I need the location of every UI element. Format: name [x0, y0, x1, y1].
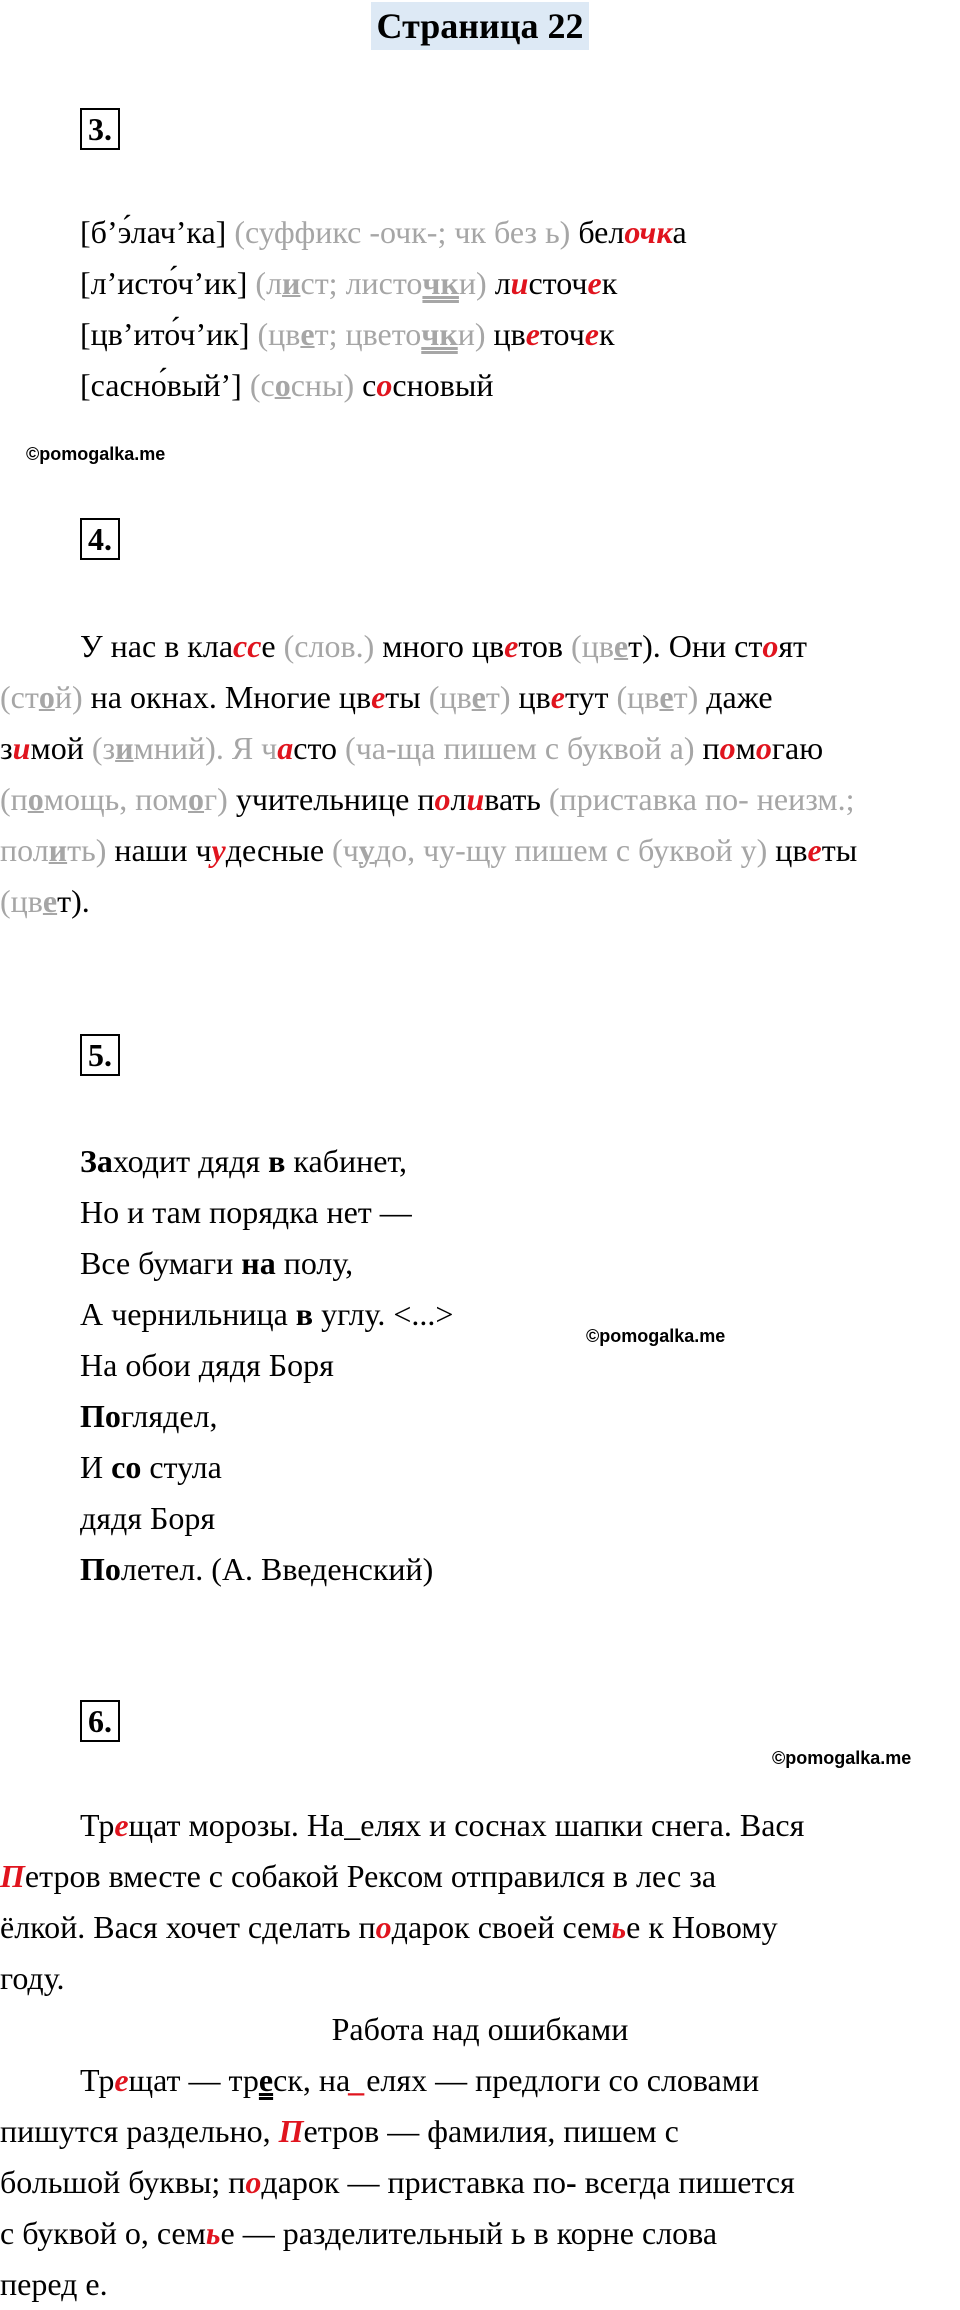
page-title: Страница 22 [371, 2, 590, 50]
task6-fix-line: пишутся раздельно, Петров — фамилия, пишем с [0, 2113, 679, 2149]
poem-line: Полетел. (А. Введенский) [80, 1551, 434, 1587]
task6-fix-line: с буквой о, семье — разделительный ь в корне слова [0, 2215, 718, 2251]
task6-heading: Работа над ошибками [331, 2011, 629, 2047]
task6-text [0, 1800, 960, 2310]
task4-line: (цвет). [0, 883, 90, 919]
task-number-5: 5. [80, 1034, 120, 1076]
watermark: ©pomogalka.me [772, 1748, 912, 1768]
poem-line: Все бумаги на полу, [80, 1245, 354, 1281]
task3-block [80, 207, 687, 411]
poem-line: Но и там порядка нет — [80, 1194, 412, 1230]
task4-line: (стой) на окнах. Многие цветы (цвет) цветут (цвет) даже [0, 679, 773, 715]
task3-line: [сасно́вый’] (сосны) сосновый [80, 367, 494, 403]
task3-line: [бʼэ́лачʼка] (суффикс -очк-; чк без ь) белочка [80, 214, 687, 250]
task6-fix-line: большой буквы; подарок — приставка по- всегда пишется [0, 2164, 795, 2200]
task4-block [0, 621, 960, 927]
task-number-4: 4. [80, 518, 120, 560]
task6-line: Петров вместе с собакой Рексом отправился в лес за [0, 1858, 717, 1894]
task4-line: зимой (зимний). Я часто (ча-ща пишем с буквой а) помогаю [0, 730, 824, 766]
poem-line: Поглядел, [80, 1398, 218, 1434]
poem-line: Заходит дядя в кабинет, [80, 1143, 407, 1179]
watermark: ©pomogalka.me [26, 444, 166, 464]
task-number-3: 3. [80, 108, 120, 150]
poem-line: А чернильница в углу. <...> [80, 1296, 454, 1332]
task4-line: полить) наши чудесные (чудо, чу-щу пишем с буквой у) цветы [0, 832, 858, 868]
poem-line: дядя Боря [80, 1500, 216, 1536]
poem-line: И со стула [80, 1449, 222, 1485]
task6-line: году. [0, 1960, 65, 1996]
task6-line: Трещат морозы. На_елях и соснах шапки снега. Вася [80, 1807, 805, 1843]
task-number-6: 6. [80, 1700, 120, 1742]
watermark: ©pomogalka.me [586, 1326, 726, 1346]
task3-line: [лʼисто́чʼик] (лист; листочки) листочек [80, 265, 618, 301]
task4-line: У нас в классе (слов.) много цветов (цвет). Они стоят [80, 628, 808, 664]
poem-line: На обои дядя Боря [80, 1347, 334, 1383]
task3-line: [цвʼито́чʼик] (цвет; цветочки) цветочек [80, 316, 615, 352]
task6-fix-line: перед е. [0, 2266, 108, 2302]
task5-poem [80, 1136, 453, 1595]
task6-fix-line: Трещат — треск, на_елях — предлоги со словами [80, 2062, 760, 2098]
task4-line: (помощь, помог) учительнице поливать (приставка по- неизм.; [0, 781, 855, 817]
task6-line: ёлкой. Вася хочет сделать подарок своей семье к Новому [0, 1909, 778, 1945]
